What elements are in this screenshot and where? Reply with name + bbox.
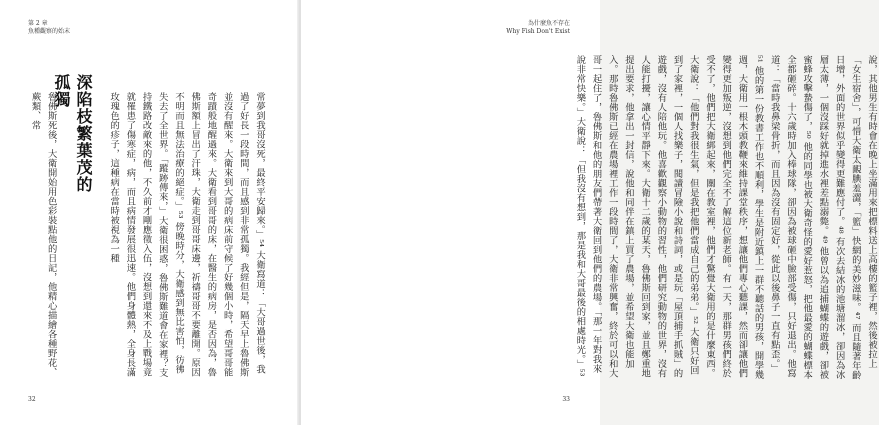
left-body-paragraph: 常夢到我哥沒死，最終平安歸來。」⁵⁴ 大衛寫道：「大哥過世後，我過了好長一段時間，而且感到非常孤獨。我經但是，隔天早上魯佛斯並沒有醒來。大衛來到大哥的病床前守候了好幾個小時，希望哥哥能奇蹟般地醒過來。大衛看到哥哥的床，在醫生的病房，是否因為，魯佛斯額上冒出了汗珠，大衛走到哥哥床邊，祈禱哥哥不要離開。原因不明而且無法治療的絕症。」⁵³ 傍晚時分，大衛感到無比害怕，彷彿失去了全世界。「蹤跡傳來，」大衛很困惑，魯佛斯難道會在家裡？支持鐵路改敵來的他，不久前才剛應徵入伍，沒想到還來不及上戰場竟就罹患了傷寒症，病，而且病情發展很迅速。他們身體熱，全身長滿玫瑰色的疹子，這種病在當時被視為一種	[108, 92, 265, 378]
left-first-paragraph	[29, 92, 68, 382]
left-page	[0, 0, 299, 425]
left-header-title: 魚種觀察的始末	[28, 28, 71, 35]
right-running-header	[506, 20, 570, 36]
left-body-text	[102, 92, 267, 382]
right-header-title: 為什麼魚不存在	[527, 20, 570, 27]
left-first-paragraph-text: 魯佛斯死後，大衛開始用色彩裝點他的日記，他精心描繪各種野花、蕨類、常	[29, 92, 57, 377]
right-body-text	[574, 55, 879, 380]
right-header-subtitle: Why Fish Don't Exist	[506, 28, 570, 35]
left-running-header	[28, 20, 70, 36]
left-page-number: 32	[28, 396, 36, 403]
right-body-paragraph: 說，其他男生有時會在晚上坐滿用來把標料送上高樓的籃子裡，然後被拉上「女生宿舍」，可惜大衛太靦腆羞澀，「籃」快網的美妙滋味。⁴⁷ 而且隨著年齡日增，外面的世界似乎變得更難應付了。⁴⁸ 有次去結冰的池塘溜冰，卻因為冰層太薄，一個沒踩好就掉進水裡差點溺斃。⁴⁹ 他曾以為追捕蝴蝶的遊戲，卻被蜜蜂攻擊蟄傷了，⁵⁰ 他的同學也被大衛奇怪的愛好惹怒，把他最愛的蝴蝶標本全都砸碎。十六歲時加入棒球隊，卻因為被球砸中臉部受傷，只好退出。他寫道：「當時我鼻梁骨折，而且因為沒有固定好，從此以後鼻子一直有點歪。」⁵¹ 他的第一份教書工作也不順利，學生是附近鎮上一群不聽話的男孩，開學幾週，大衛用一根木頭教鞭來維持課堂秩序，想讓他們專心聽課，然而卻讓他們變得更加叛逆，沒想到他們完全不了解這位新老師。有一天，那群男孩們終於受不了，他們把大衛綁起來，關在教室裡，他們才驚覺大衛用的是什麼東西。大衛說：「他們對我很生氣，但是我把他們當成自己的弟弟。」⁵² 大衛只好回到了家裡，一個人找樂子，閱讀冒險小說和詩詞，或是玩「屋頂捕手抓賊」的遊戲，沒有人陪他玩。他喜歡觀察小動物的習性，他們研究動物的世界，沒有人能打擾，讓心情平靜下來。大衛十二歲的某天，魯佛斯回到家，並且鄭重地提出要求，他拿出一封信，說他和同伴在鎮上買了農場，並希望大衛也能加入。那時魯佛斯已經在農場裡工作一段時間了，大衛非常興奮，終於可以和大哥一起住了，魯佛斯和他的朋友們帶著大衛回到他們的農場。「那一年對我來說非常快樂。」大衛說：「但我沒有想到，那是我和大哥最後的相處時光。」⁵³	[574, 55, 877, 380]
right-page	[301, 0, 877, 425]
left-header-chapter: 第 2 章	[28, 20, 48, 27]
chapter-heading: 深陷枝繁葉茂的孤獨	[52, 74, 93, 193]
right-page-number: 33	[562, 396, 570, 403]
